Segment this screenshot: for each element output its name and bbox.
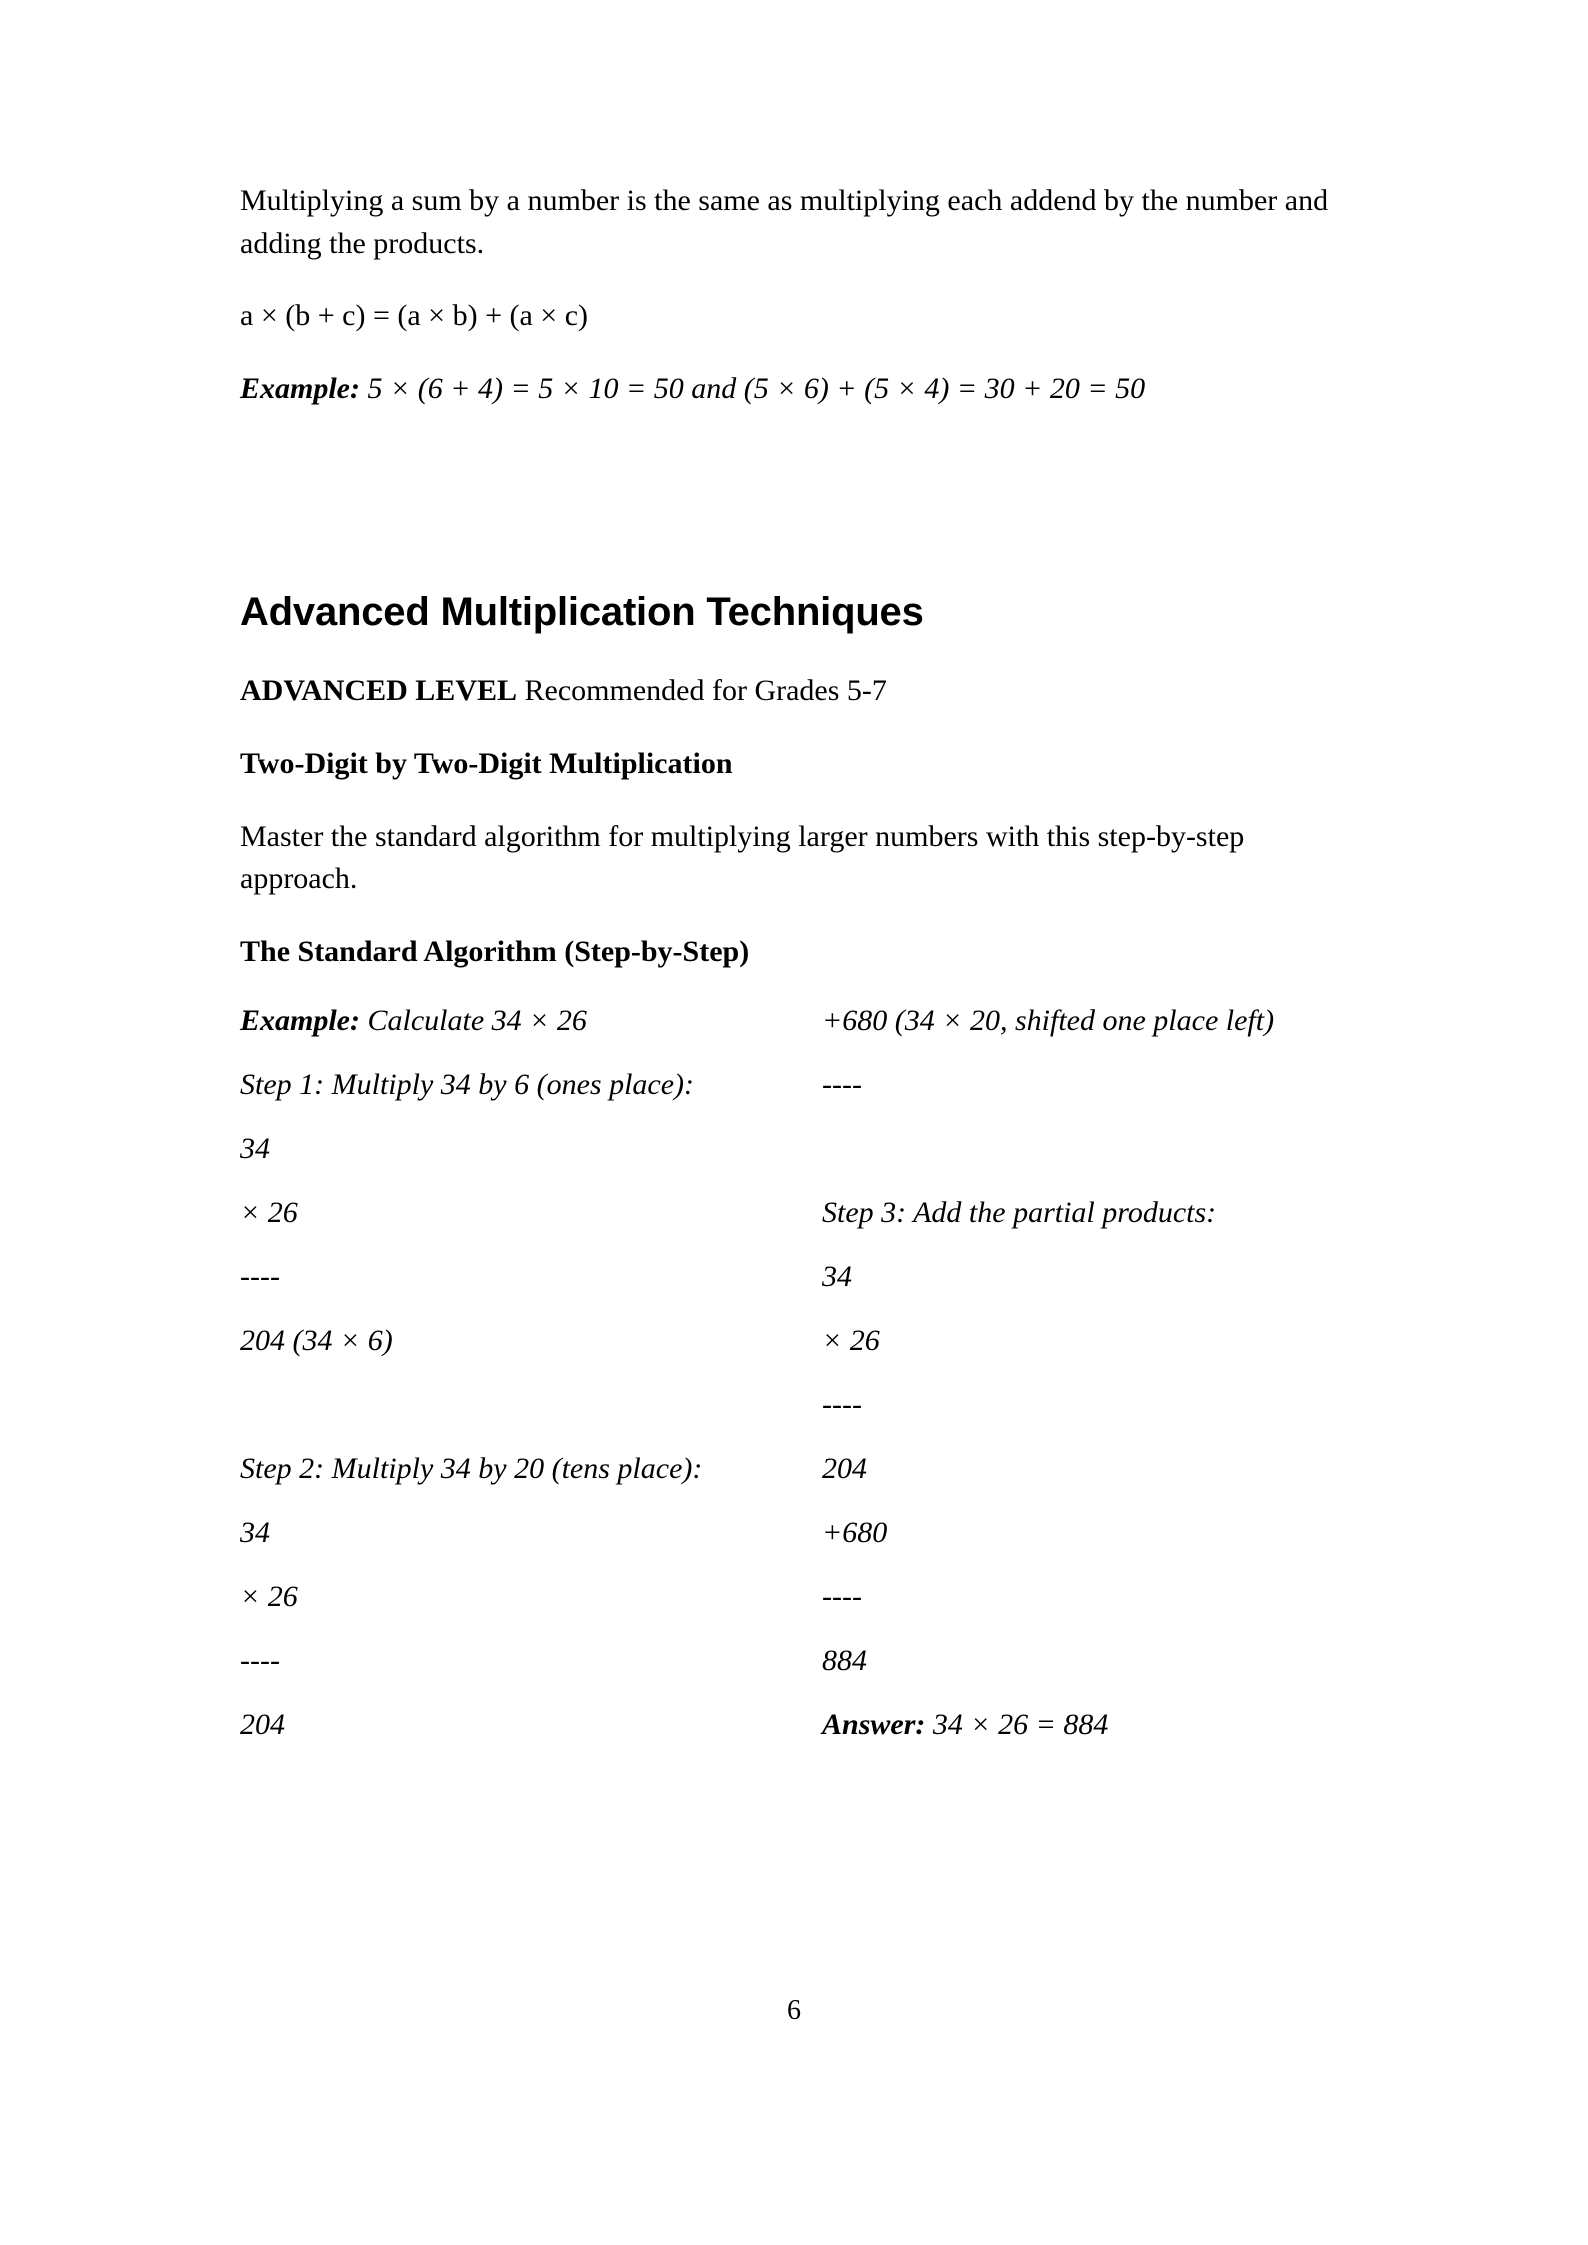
calc-row [240, 1067, 1350, 1131]
intro-paragraph: Multiplying a sum by a number is the same as multiplying each addend by the number and adding the products. [240, 184, 1329, 260]
calc-cell-right: 204 [822, 1452, 867, 1486]
calc-row [240, 1003, 1350, 1067]
page-title: Advanced Multiplication Techniques [240, 590, 924, 635]
calc-cell-left: Step 2: Multiply 34 by 20 (tens place): [240, 1452, 703, 1486]
calc-row [240, 1451, 1350, 1515]
intro-example-label: Example: [240, 371, 360, 405]
calc-row [240, 1131, 1350, 1195]
calc-cell-right: ---- [822, 1068, 862, 1102]
level-recommendation: Recommended for Grades 5-7 [517, 674, 887, 708]
calc-cell-right: +680 (34 × 20, shifted one place left) [822, 1004, 1275, 1038]
calc-cell-left: ---- [240, 1644, 280, 1678]
calc-row [240, 1579, 1350, 1643]
calc-cell-left: × 26 [240, 1196, 298, 1230]
calc-cell-left: 34 [240, 1132, 270, 1166]
calc-row [240, 1707, 1350, 1771]
calc-left-text: Calculate 34 × 26 [360, 1004, 587, 1038]
calc-row [240, 1259, 1350, 1323]
answer-label: Answer: [822, 1708, 926, 1742]
section-spacer [240, 410, 1350, 588]
calc-cell-right: ---- [822, 1388, 862, 1422]
topic-description: Master the standard algorithm for multiplying larger numbers with this step-by-step approach. [240, 819, 1245, 896]
calc-cell-left: 204 (34 × 6) [240, 1324, 393, 1358]
calc-cell-left: Step 1: Multiply 34 by 6 (ones place): [240, 1068, 695, 1102]
calc-row [240, 1195, 1350, 1259]
page-content [240, 180, 1350, 1771]
topic-heading: Two-Digit by Two-Digit Multiplication [240, 746, 733, 780]
algorithm-heading: The Standard Algorithm (Step-by-Step) [240, 934, 750, 968]
calc-cell-right [822, 1707, 1108, 1743]
distributive-property-formula: a × (b + c) = (a × b) + (a × c) [240, 299, 589, 333]
calc-row [240, 1643, 1350, 1707]
calc-cell-right: +680 [822, 1516, 888, 1550]
page-number: 6 [787, 1995, 801, 2026]
intro-example-line [240, 368, 1350, 411]
answer-value: 34 × 26 = 884 [925, 1708, 1109, 1742]
calc-cell-right: 34 [822, 1260, 852, 1294]
calc-cell-left: ---- [240, 1260, 280, 1294]
calc-cell-right: × 26 [822, 1324, 880, 1358]
calc-row [240, 1387, 1350, 1451]
calc-cell-left: 204 [240, 1708, 285, 1742]
intro-example-body: 5 × (6 + 4) = 5 × 10 = 50 and (5 × 6) + (5 × 4) = 30 + 20 = 50 [360, 371, 1146, 405]
level-line [240, 670, 1350, 713]
calc-cell-left: × 26 [240, 1580, 298, 1614]
calc-cell-right: ---- [822, 1580, 862, 1614]
level-badge: ADVANCED LEVEL [240, 674, 518, 708]
calc-left-lead: Example: [240, 1004, 360, 1038]
calc-row [240, 1323, 1350, 1387]
calculation-block [240, 1003, 1350, 1771]
calc-row [240, 1515, 1350, 1579]
calc-cell-right: 884 [822, 1644, 867, 1678]
calc-cell-left [240, 1003, 587, 1039]
calc-cell-left: 34 [240, 1516, 270, 1550]
calc-cell-right: Step 3: Add the partial products: [822, 1196, 1217, 1230]
